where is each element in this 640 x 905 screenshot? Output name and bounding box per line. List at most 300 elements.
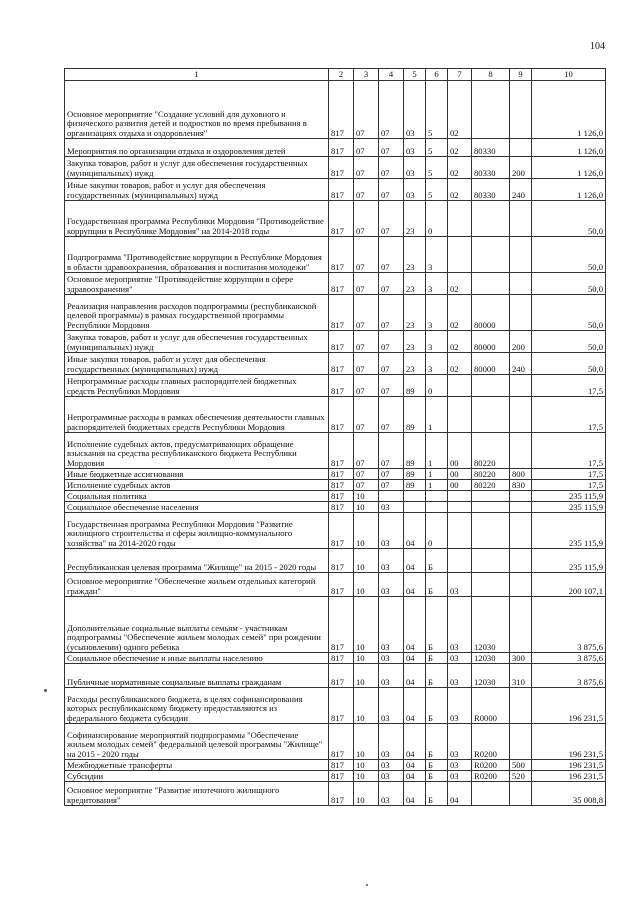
row-code-5: 04	[404, 664, 426, 688]
row-code-9	[510, 81, 532, 139]
row-code-4: 07	[379, 331, 404, 353]
row-amount: 17,5	[532, 480, 606, 491]
row-code-6: Б	[426, 573, 448, 597]
row-code-8	[472, 237, 510, 273]
table-row	[65, 273, 606, 295]
row-label: Основное мероприятие "Развитие ипотечного жилищного кредитования"	[65, 782, 329, 806]
row-code-9: 300	[510, 653, 532, 664]
row-code-8: 80330	[472, 139, 510, 157]
row-code-4: 07	[379, 469, 404, 480]
row-code-8: R0200	[472, 760, 510, 771]
row-code-4: 03	[379, 573, 404, 597]
row-code-3: 10	[354, 491, 379, 502]
row-code-8	[472, 502, 510, 513]
row-amount: 17,5	[532, 433, 606, 469]
row-code-6: 1	[426, 469, 448, 480]
row-code-8: 80000	[472, 295, 510, 331]
row-code-4: 07	[379, 237, 404, 273]
row-code-2: 817	[329, 491, 354, 502]
row-code-3: 10	[354, 513, 379, 549]
row-code-8: 80220	[472, 433, 510, 469]
table-row	[65, 81, 606, 139]
row-label: Основное мероприятие "Обеспечение жильем отдельных категорий граждан"	[65, 573, 329, 597]
row-code-5: 89	[404, 469, 426, 480]
row-code-9	[510, 237, 532, 273]
row-code-2: 817	[329, 782, 354, 806]
row-label: Иные бюджетные ассигнования	[65, 469, 329, 480]
row-code-4: 03	[379, 513, 404, 549]
column-header: 1	[65, 69, 329, 81]
row-code-4: 07	[379, 295, 404, 331]
row-code-8	[472, 549, 510, 573]
row-code-9: 240	[510, 353, 532, 375]
row-label: Государственная программа Республики Мордовия "Противодействие коррупции в Республике Мордовия" на 2014-2018 годы	[65, 201, 329, 237]
table-row	[65, 139, 606, 157]
row-code-8	[472, 573, 510, 597]
row-code-4: 03	[379, 664, 404, 688]
row-code-5: 04	[404, 513, 426, 549]
row-code-6: 5	[426, 81, 448, 139]
row-code-8: 80220	[472, 480, 510, 491]
row-code-2: 817	[329, 771, 354, 782]
row-code-5: 03	[404, 157, 426, 179]
row-code-5: 04	[404, 724, 426, 760]
row-code-8: R0200	[472, 724, 510, 760]
row-code-2: 817	[329, 353, 354, 375]
row-code-5: 23	[404, 273, 426, 295]
row-code-8: R0200	[472, 771, 510, 782]
row-code-2: 817	[329, 139, 354, 157]
row-code-3: 07	[354, 295, 379, 331]
table-row	[65, 295, 606, 331]
row-code-2: 817	[329, 688, 354, 724]
row-code-7: 03	[448, 724, 472, 760]
table-row	[65, 237, 606, 273]
row-code-2: 817	[329, 469, 354, 480]
row-code-6: Б	[426, 688, 448, 724]
row-code-5: 89	[404, 375, 426, 397]
row-code-2: 817	[329, 81, 354, 139]
row-code-4: 07	[379, 480, 404, 491]
row-code-4: 07	[379, 179, 404, 201]
row-code-5: 23	[404, 295, 426, 331]
row-code-3: 10	[354, 549, 379, 573]
table-row	[65, 353, 606, 375]
row-code-9	[510, 573, 532, 597]
row-code-7: 03	[448, 653, 472, 664]
row-code-3: 07	[354, 273, 379, 295]
row-amount: 200 107,1	[532, 573, 606, 597]
table-row	[65, 724, 606, 760]
row-code-6: 3	[426, 331, 448, 353]
row-label: Закупка товаров, работ и услуг для обеспечения государственных (муниципальных) нужд	[65, 331, 329, 353]
row-code-2: 817	[329, 295, 354, 331]
row-code-4: 07	[379, 81, 404, 139]
row-label: Основное мероприятие "Создание условий для духовного и физического развития детей и подростков во время пребывания в организациях отдыха и оздоровления"	[65, 81, 329, 139]
row-label: Непрограммные расходы в рамках обеспечения деятельности главных распорядителей бюджетных средств Республики Мордовия	[65, 397, 329, 433]
row-code-3: 07	[354, 81, 379, 139]
row-code-6: 5	[426, 157, 448, 179]
row-code-7	[448, 237, 472, 273]
row-code-4: 03	[379, 782, 404, 806]
row-label: Республиканская целевая программа "Жилище" на 2015 - 2020 годы	[65, 549, 329, 573]
row-code-6	[426, 502, 448, 513]
row-code-3: 07	[354, 397, 379, 433]
table-row	[65, 469, 606, 480]
row-code-5: 23	[404, 331, 426, 353]
row-code-7	[448, 502, 472, 513]
row-code-2: 817	[329, 653, 354, 664]
row-code-3: 07	[354, 469, 379, 480]
row-code-4: 03	[379, 502, 404, 513]
table-row	[65, 664, 606, 688]
row-code-2: 817	[329, 273, 354, 295]
row-label: Субсидии	[65, 771, 329, 782]
row-amount: 1 126,0	[532, 157, 606, 179]
row-code-7: 02	[448, 331, 472, 353]
row-code-6: 5	[426, 139, 448, 157]
row-label: Непрограммные расходы главных распорядителей бюджетных средств Республики Мордовия	[65, 375, 329, 397]
row-code-7	[448, 201, 472, 237]
row-code-4: 07	[379, 201, 404, 237]
row-code-6: Б	[426, 549, 448, 573]
row-code-2: 817	[329, 760, 354, 771]
row-code-9	[510, 273, 532, 295]
table-row	[65, 179, 606, 201]
row-code-8: 12030	[472, 664, 510, 688]
table-row	[65, 201, 606, 237]
row-code-7: 00	[448, 433, 472, 469]
row-code-6: Б	[426, 597, 448, 653]
row-code-8	[472, 397, 510, 433]
row-label: Исполнение судебных актов	[65, 480, 329, 491]
table-row	[65, 157, 606, 179]
table-row	[65, 760, 606, 771]
row-code-6: 3	[426, 295, 448, 331]
row-code-6: Б	[426, 771, 448, 782]
table-row	[65, 331, 606, 353]
row-amount: 235 115,9	[532, 502, 606, 513]
row-code-4: 03	[379, 688, 404, 724]
row-code-7	[448, 513, 472, 549]
row-code-3: 10	[354, 760, 379, 771]
row-code-9	[510, 397, 532, 433]
row-label: Исполнение судебных актов, предусматривающих обращение взыскания на средства республиканского бюджета Республики Мордовия	[65, 433, 329, 469]
row-label: Социальная политика	[65, 491, 329, 502]
row-amount: 50,0	[532, 273, 606, 295]
row-code-3: 07	[354, 480, 379, 491]
row-code-2: 817	[329, 157, 354, 179]
row-code-8	[472, 375, 510, 397]
table-row	[65, 688, 606, 724]
table-row	[65, 573, 606, 597]
table-row	[65, 782, 606, 806]
column-header: 6	[426, 69, 448, 81]
column-header: 4	[379, 69, 404, 81]
row-amount: 1 126,0	[532, 81, 606, 139]
table-row	[65, 491, 606, 502]
row-code-6: Б	[426, 782, 448, 806]
row-amount: 50,0	[532, 295, 606, 331]
row-code-4: 03	[379, 724, 404, 760]
row-code-4: 07	[379, 397, 404, 433]
row-amount: 196 231,5	[532, 760, 606, 771]
row-code-2: 817	[329, 664, 354, 688]
row-code-7: 00	[448, 469, 472, 480]
row-code-3: 07	[354, 375, 379, 397]
row-code-3: 10	[354, 664, 379, 688]
row-code-9	[510, 782, 532, 806]
row-code-6: 1	[426, 480, 448, 491]
row-code-3: 10	[354, 653, 379, 664]
row-code-6: 0	[426, 375, 448, 397]
column-header: 7	[448, 69, 472, 81]
row-code-5: 23	[404, 353, 426, 375]
row-amount: 50,0	[532, 331, 606, 353]
row-code-3: 10	[354, 688, 379, 724]
column-header: 2	[329, 69, 354, 81]
table-row	[65, 513, 606, 549]
row-code-5: 23	[404, 201, 426, 237]
row-code-7	[448, 491, 472, 502]
row-code-5: 04	[404, 688, 426, 724]
row-code-7: 02	[448, 273, 472, 295]
row-code-2: 817	[329, 433, 354, 469]
row-amount: 17,5	[532, 397, 606, 433]
row-label: Государственная программа Республики Мордовия "Развитие жилищного строительства и сферы жилищно-коммунального хозяйства" на 2014-2020 годы	[65, 513, 329, 549]
row-code-5: 89	[404, 433, 426, 469]
row-code-3: 10	[354, 573, 379, 597]
row-code-7	[448, 549, 472, 573]
row-code-8	[472, 491, 510, 502]
row-code-9	[510, 433, 532, 469]
row-label: Иные закупки товаров, работ и услуг для обеспечения государственных (муниципальных) нужд	[65, 353, 329, 375]
row-code-4: 03	[379, 771, 404, 782]
row-amount: 1 126,0	[532, 179, 606, 201]
row-amount: 3 875,6	[532, 653, 606, 664]
row-code-3: 07	[354, 331, 379, 353]
row-label: Расходы республиканского бюджета, в целях софинансирования которых республиканскому бюджету предоставляются из федерального бюджета субсидии	[65, 688, 329, 724]
row-code-3: 07	[354, 179, 379, 201]
row-code-7: 02	[448, 81, 472, 139]
budget-table	[64, 68, 606, 806]
row-amount: 17,5	[532, 375, 606, 397]
row-code-5: 04	[404, 760, 426, 771]
row-amount: 50,0	[532, 201, 606, 237]
row-code-8: 80330	[472, 157, 510, 179]
row-code-3: 07	[354, 157, 379, 179]
row-code-6: 1	[426, 433, 448, 469]
row-label: Социальное обеспечение населения	[65, 502, 329, 513]
row-amount: 235 115,9	[532, 549, 606, 573]
table-row	[65, 653, 606, 664]
column-header: 3	[354, 69, 379, 81]
row-code-3: 07	[354, 353, 379, 375]
row-code-9: 310	[510, 664, 532, 688]
table-row	[65, 502, 606, 513]
row-amount: 1 126,0	[532, 139, 606, 157]
table-row	[65, 480, 606, 491]
column-header: 9	[510, 69, 532, 81]
row-code-9: 800	[510, 469, 532, 480]
row-amount: 196 231,5	[532, 771, 606, 782]
row-amount: 3 875,6	[532, 597, 606, 653]
row-code-7: 03	[448, 760, 472, 771]
column-header: 10	[532, 69, 606, 81]
row-code-4: 07	[379, 273, 404, 295]
row-code-2: 817	[329, 397, 354, 433]
row-amount: 196 231,5	[532, 688, 606, 724]
row-amount: 17,5	[532, 469, 606, 480]
row-code-5: 04	[404, 782, 426, 806]
scan-speck	[44, 689, 47, 692]
row-label: Софинансирование мероприятий подпрограммы "Обеспечение жильем молодых семей" федеральной целевой программы "Жилище" на 2015 - 2020 годы	[65, 724, 329, 760]
row-label: Подпрограмма "Противодействие коррупции в Республике Мордовия в области здравоохранения, образования и воспитания молодежи"	[65, 237, 329, 273]
table-row	[65, 433, 606, 469]
row-code-8: 12030	[472, 597, 510, 653]
row-code-6: 5	[426, 179, 448, 201]
row-label: Межбюджетные трансферты	[65, 760, 329, 771]
row-code-8	[472, 273, 510, 295]
row-code-9	[510, 491, 532, 502]
row-label: Мероприятия по организации отдыха и оздоровления детей	[65, 139, 329, 157]
row-code-5: 03	[404, 81, 426, 139]
row-code-8	[472, 513, 510, 549]
row-code-9: 200	[510, 331, 532, 353]
scan-speck	[366, 884, 368, 886]
row-code-7: 03	[448, 573, 472, 597]
row-code-2: 817	[329, 597, 354, 653]
row-code-6: Б	[426, 760, 448, 771]
row-code-6: 1	[426, 397, 448, 433]
row-code-6: Б	[426, 664, 448, 688]
row-code-4: 07	[379, 157, 404, 179]
row-code-6: 3	[426, 353, 448, 375]
row-code-3: 10	[354, 724, 379, 760]
row-code-3: 10	[354, 502, 379, 513]
row-code-3: 07	[354, 139, 379, 157]
row-code-4: 07	[379, 353, 404, 375]
table-row	[65, 549, 606, 573]
row-code-4: 03	[379, 653, 404, 664]
row-code-2: 817	[329, 201, 354, 237]
row-code-7: 04	[448, 782, 472, 806]
row-amount: 196 231,5	[532, 724, 606, 760]
row-code-9	[510, 549, 532, 573]
row-code-9: 200	[510, 157, 532, 179]
row-code-2: 817	[329, 237, 354, 273]
row-code-8: 80000	[472, 331, 510, 353]
row-code-9	[510, 295, 532, 331]
row-code-5	[404, 491, 426, 502]
row-code-7: 00	[448, 480, 472, 491]
row-code-9: 500	[510, 760, 532, 771]
row-code-2: 817	[329, 502, 354, 513]
row-amount: 35 008,8	[532, 782, 606, 806]
row-code-6: Б	[426, 653, 448, 664]
row-code-5: 04	[404, 597, 426, 653]
row-amount: 50,0	[532, 353, 606, 375]
row-code-5: 23	[404, 237, 426, 273]
row-code-4: 07	[379, 375, 404, 397]
header-row	[65, 69, 606, 81]
row-code-9	[510, 201, 532, 237]
row-code-8	[472, 201, 510, 237]
row-code-2: 817	[329, 480, 354, 491]
row-code-6	[426, 491, 448, 502]
row-code-5: 03	[404, 139, 426, 157]
row-code-9	[510, 688, 532, 724]
row-code-7: 03	[448, 597, 472, 653]
table-row	[65, 397, 606, 433]
row-code-9	[510, 502, 532, 513]
row-code-2: 817	[329, 549, 354, 573]
row-code-8	[472, 782, 510, 806]
row-label: Реализация направления расходов подпрограммы (республиканской целевой программы) в рамках государственной программы Республики Мордовия	[65, 295, 329, 331]
row-code-5: 89	[404, 397, 426, 433]
row-code-5: 04	[404, 549, 426, 573]
page-number: 104	[590, 41, 605, 52]
row-code-6: Б	[426, 724, 448, 760]
row-amount: 50,0	[532, 237, 606, 273]
row-code-7: 02	[448, 179, 472, 201]
row-code-4: 07	[379, 139, 404, 157]
row-code-9: 240	[510, 179, 532, 201]
row-code-3: 10	[354, 597, 379, 653]
row-code-7: 03	[448, 688, 472, 724]
row-code-7: 02	[448, 353, 472, 375]
row-code-9	[510, 724, 532, 760]
row-code-9	[510, 139, 532, 157]
row-code-9	[510, 513, 532, 549]
row-code-7: 02	[448, 139, 472, 157]
row-code-2: 817	[329, 331, 354, 353]
row-code-8: 80330	[472, 179, 510, 201]
row-code-7: 02	[448, 295, 472, 331]
row-code-5: 04	[404, 573, 426, 597]
row-code-7: 03	[448, 664, 472, 688]
row-code-3: 07	[354, 237, 379, 273]
row-label: Дополнительные социальные выплаты семьям - участникам подпрограммы "Обеспечение жильем молодых семей" при рождении (усыновлении) одного ребенка	[65, 597, 329, 653]
row-code-2: 817	[329, 724, 354, 760]
row-code-7: 03	[448, 771, 472, 782]
row-code-5: 04	[404, 771, 426, 782]
row-code-7	[448, 375, 472, 397]
row-code-4: 03	[379, 549, 404, 573]
table-row	[65, 375, 606, 397]
row-code-6: 0	[426, 513, 448, 549]
row-code-5: 03	[404, 179, 426, 201]
row-code-4	[379, 491, 404, 502]
row-code-5	[404, 502, 426, 513]
row-amount: 3 875,6	[532, 664, 606, 688]
row-amount: 235 115,9	[532, 513, 606, 549]
row-code-7	[448, 397, 472, 433]
row-code-5: 04	[404, 653, 426, 664]
row-code-9	[510, 375, 532, 397]
row-code-8: 80220	[472, 469, 510, 480]
table-row	[65, 771, 606, 782]
row-code-6: 3	[426, 273, 448, 295]
row-code-2: 817	[329, 179, 354, 201]
column-header: 8	[472, 69, 510, 81]
row-code-4: 03	[379, 597, 404, 653]
column-header: 5	[404, 69, 426, 81]
row-code-3: 10	[354, 782, 379, 806]
row-code-8: 80000	[472, 353, 510, 375]
row-label: Иные закупки товаров, работ и услуг для обеспечения государственных (муниципальных) нужд	[65, 179, 329, 201]
table-row	[65, 597, 606, 653]
